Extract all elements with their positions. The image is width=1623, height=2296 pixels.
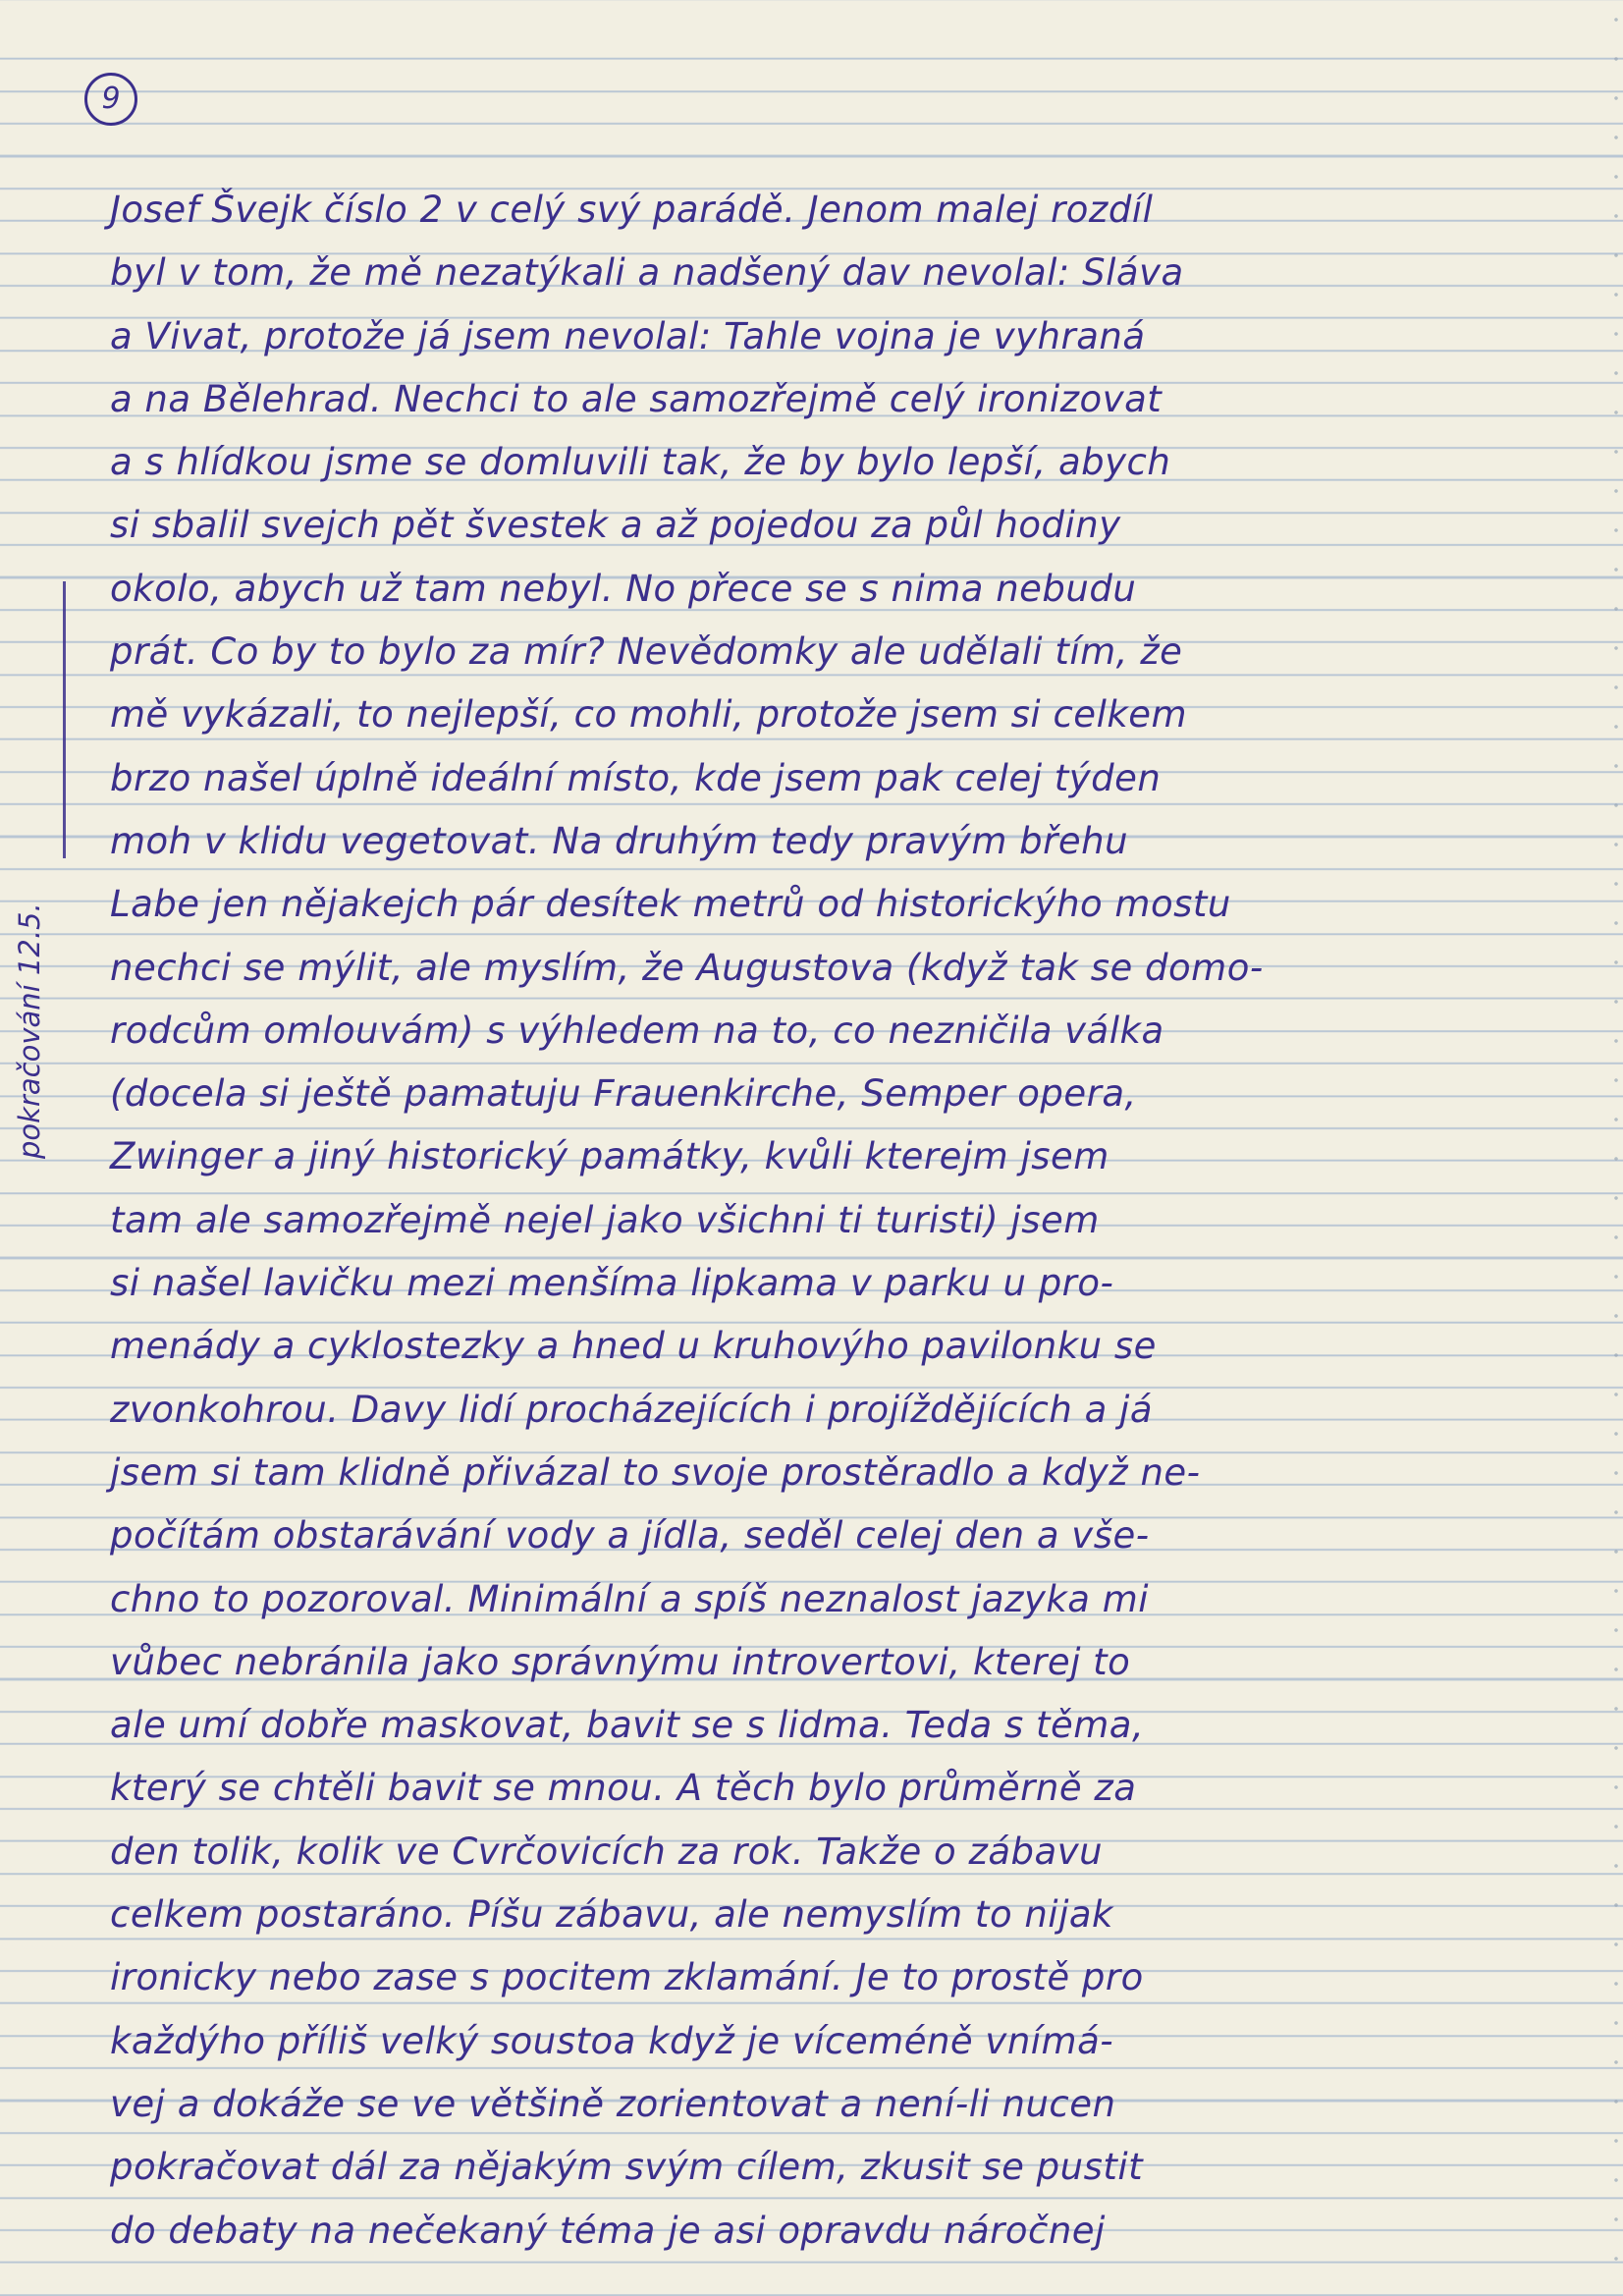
text-line: si sbalil svejch pět švestek a až pojedou za půl hodiny bbox=[110, 504, 1121, 547]
text-line: (docela si ještě pamatuju Frauenkirche, Semper opera, bbox=[110, 1072, 1137, 1116]
handwritten-text bbox=[110, 179, 1485, 2263]
text-line: moh v klidu vegetovat. Na druhým tedy pravým břehu bbox=[110, 819, 1129, 862]
text-line: Zwinger a jiný historický památky, kvůli kterejm jsem bbox=[110, 1135, 1109, 1178]
text-line: ironicky nebo zase s pocitem zklamání. Je to prostě pro bbox=[110, 1956, 1144, 1999]
page-number: 9 bbox=[84, 73, 137, 126]
text-line: nechci se mýlit, ale myslím, že Augustova (když tak se domo- bbox=[110, 946, 1264, 989]
text-line: zvonkohrou. Davy lidí procházejících i projíždějících a já bbox=[110, 1388, 1154, 1431]
text-line: celkem postaráno. Píšu zábavu, ale nemyslím to nijak bbox=[110, 1893, 1113, 1937]
text-line: si našel lavičku mezi menšíma lipkama v parku u pro- bbox=[110, 1262, 1114, 1305]
text-line: každýho příliš velký soustoa když je víceméně vnímá- bbox=[110, 2019, 1114, 2062]
text-line: a Vivat, protože já jsem nevolal: Tahle vojna je vyhraná bbox=[110, 314, 1146, 357]
text-line: mě vykázali, to nejlepší, co mohli, protože jsem si celkem bbox=[110, 693, 1188, 737]
text-line: počítám obstarávání vody a jídla, seděl celej den a vše- bbox=[110, 1514, 1150, 1558]
text-line: Josef Švejk číslo 2 v celý svý parádě. Jenom malej rozdíl bbox=[110, 189, 1154, 231]
text-line: prát. Co by to bylo za mír? Nevědomky ale udělali tím, že bbox=[110, 630, 1183, 674]
text-line: pokračovat dál za nějakým svým cílem, zkusit se pustit bbox=[110, 2146, 1144, 2189]
text-line: který se chtěli bavit se mnou. A těch bylo průměrně za bbox=[110, 1767, 1137, 1810]
text-line: tam ale samozřejmě nejel jako všichni ti turisti) jsem bbox=[110, 1198, 1100, 1241]
text-line: chno to pozoroval. Minimální a spíš neznalost jazyka mi bbox=[110, 1577, 1150, 1620]
text-line: den tolik, kolik ve Cvrčovicích za rok. Takže o zábavu bbox=[110, 1830, 1104, 1873]
margin-bracket bbox=[63, 581, 72, 858]
text-line: jsem si tam klidně přivázal to svoje prostěradlo a když ne- bbox=[110, 1450, 1201, 1494]
text-line: a s hlídkou jsme se domluvili tak, že by bylo lepší, abych bbox=[110, 441, 1171, 484]
margin-note: pokračování 12.5. bbox=[13, 902, 46, 1159]
text-line: ale umí dobře maskovat, bavit se s lidma. Teda s těma, bbox=[110, 1704, 1145, 1747]
text-line: menády a cyklostezky a hned u kruhovýho pavilonku se bbox=[110, 1325, 1157, 1368]
text-line: vůbec nebránila jako správnýmu introvertovi, kterej to bbox=[110, 1640, 1131, 1683]
text-line: do debaty na nečekaný téma je asi opravdu náročnej bbox=[110, 2209, 1106, 2252]
text-line: byl v tom, že mě nezatýkali a nadšený dav nevolal: Sláva bbox=[110, 251, 1184, 295]
text-line: brzo našel úplně ideální místo, kde jsem pak celej týden bbox=[110, 756, 1162, 799]
text-line: okolo, abych už tam nebyl. No přece se s nima nebudu bbox=[110, 567, 1137, 610]
binding-dots bbox=[1609, 0, 1623, 2296]
text-line: Labe jen nějakejch pár desítek metrů od historickýho mostu bbox=[110, 883, 1231, 926]
text-line: a na Bělehrad. Nechci to ale samozřejmě celý ironizovat bbox=[110, 377, 1163, 420]
text-line: rodcům omlouvám) s výhledem na to, co nezničila válka bbox=[110, 1009, 1164, 1052]
text-line: vej a dokáže se ve většině zorientovat a není-li nucen bbox=[110, 2082, 1116, 2125]
